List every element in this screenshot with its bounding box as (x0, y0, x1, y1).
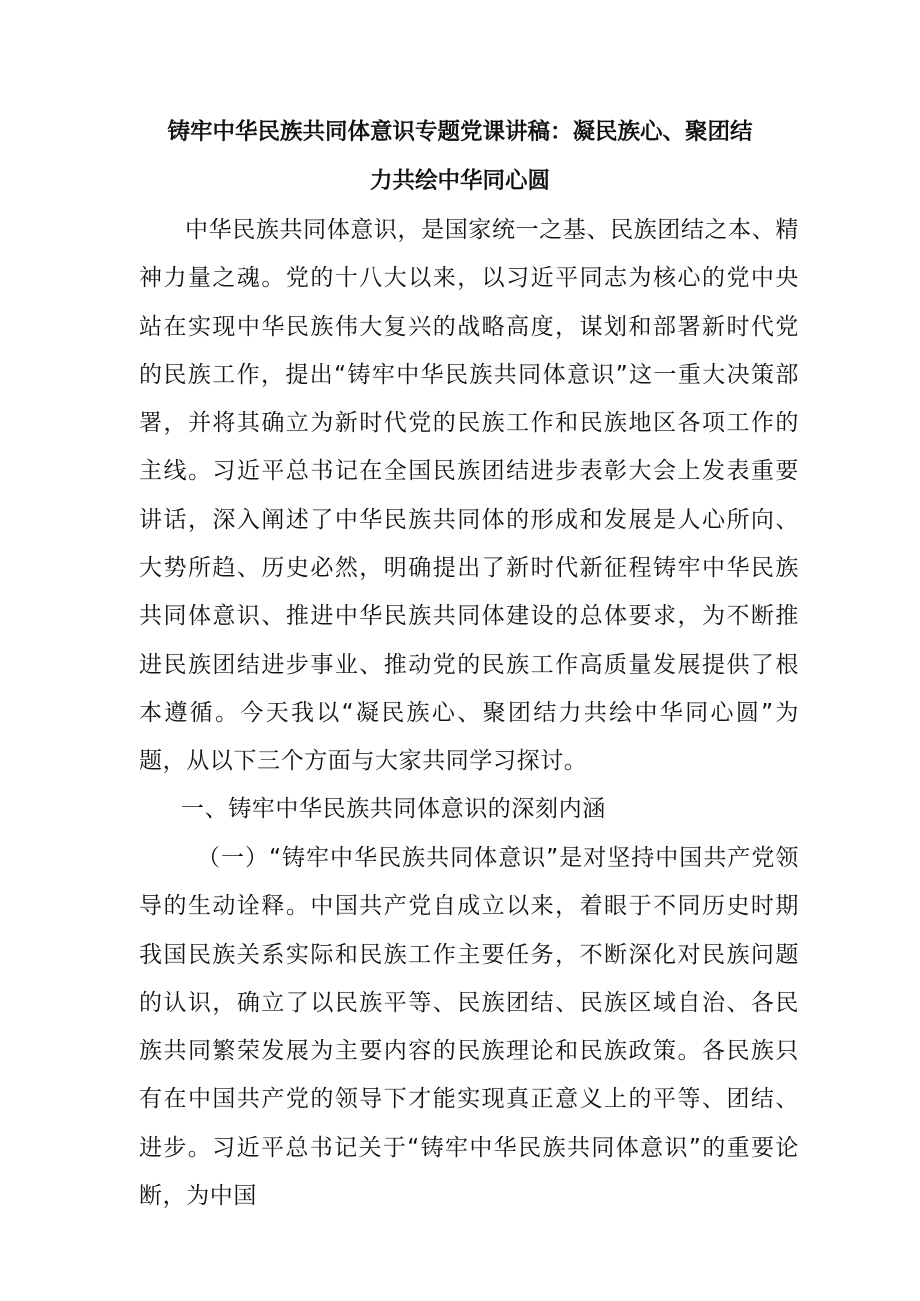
document-title-line-2: 力共绘中华同心圆 (369, 168, 550, 194)
intro-paragraph: 中华民族共同体意识，是国家统一之基、民族团结之本、精神力量之魂。党的十八大以来，以习近平同志为核心的党中央站在实现中华民族伟大复兴的战略高度，谋划和部署新时代党的民族工作，提出“铸牢中华民族共同体意识”这一重大决策部署，并将其确立为新时代党的民族工作和民族地区各项工作的主线。习近平总书记在全国民族团结进步表彰大会上发表重要讲话，深入阐述了中华民族共同体的形成和发展是人心所向、大势所趋、历史必然，明确提出了新时代新征程铸牢中华民族共同体意识、推进中华民族共同体建设的总体要求，为不断推进民族团结进步事业、推动党的民族工作高质量发展提供了根本遵循。今天我以“凝民族心、聚团结力共绘中华同心圆”为题，从以下三个方面与大家共同学习探讨。 (139, 217, 799, 775)
document-title-line-1: 铸牢中华民族共同体意识专题党课讲稿：凝民族心、聚团结 (167, 119, 753, 145)
subsection-paragraph-1: （一）“铸牢中华民族共同体意识”是对坚持中国共产党领导的生动诠释。中国共产党自成立以来，着眼于不同历史时期我国民族关系实际和民族工作主要任务，不断深化对民族问题的认识，确立了以民族平等、民族团结、民族区域自治、各民族共同繁荣发展为主要内容的民族理论和民族政策。各民族只有在中国共产党的领导下才能实现真正意义上的平等、团结、进步。习近平总书记关于“铸牢中华民族共同体意识”的重要论断，为中国 (139, 845, 799, 1210)
section-heading-1: 一、铸牢中华民族共同体意识的深刻内涵 (181, 796, 606, 822)
